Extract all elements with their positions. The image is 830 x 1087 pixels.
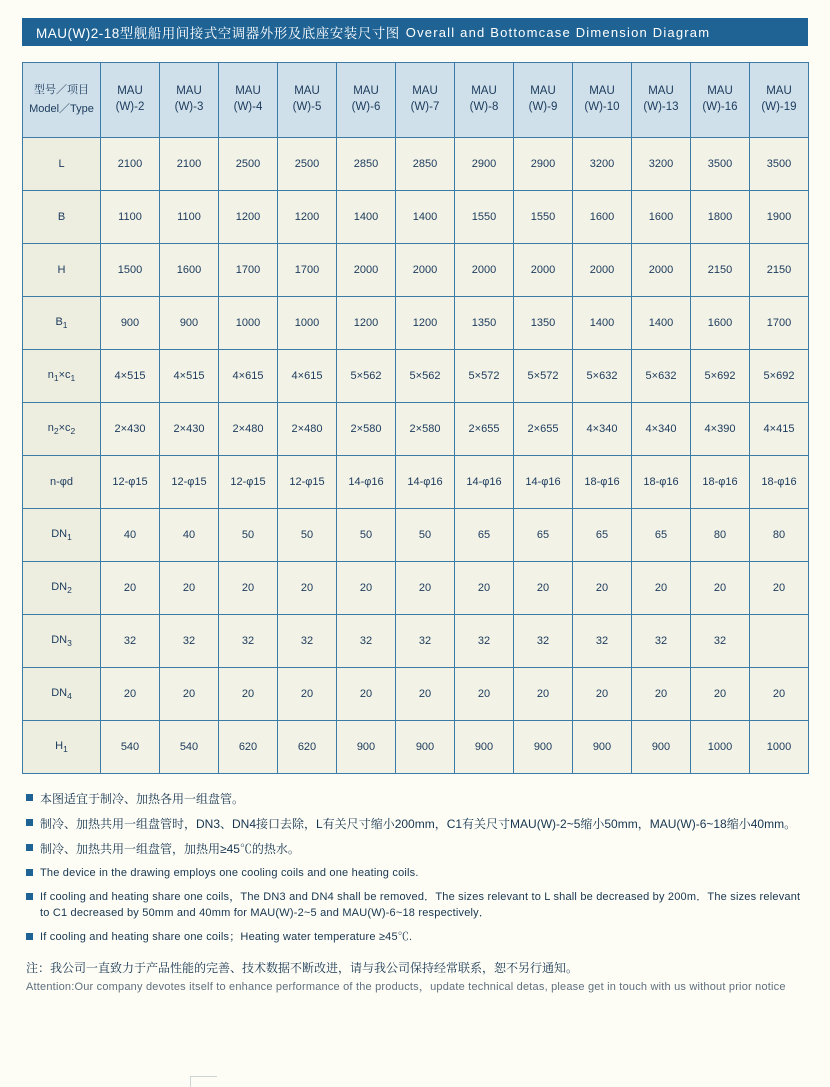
note-text: If cooling and heating share one coils，The DN3 and DN4 shall be removed．The sizes relevant to L shall be decreased by 200m．The sizes relevant to C1 decreased by 50mm and 40mm for MAU(W)-2~5 and MAU(W)-6~18 respectively． xyxy=(40,890,801,919)
square-bullet-icon xyxy=(26,794,33,801)
column-header xyxy=(396,63,455,138)
column-header xyxy=(691,63,750,138)
table-cell: 20 xyxy=(101,668,160,721)
table-cell: 20 xyxy=(101,562,160,615)
column-header-line1: MAU xyxy=(412,85,438,98)
table-row xyxy=(23,350,809,403)
table-cell: 2150 xyxy=(691,244,750,297)
page-title-cn: MAU(W)2-18型舰船用间接式空调器外形及底座安装尺寸图 xyxy=(36,26,400,41)
table-cell: 3500 xyxy=(750,138,809,191)
table-cell: 2×655 xyxy=(455,403,514,456)
row-label: $DN_3$ xyxy=(23,615,101,668)
notes-list xyxy=(22,790,808,945)
table-cell: 80 xyxy=(691,509,750,562)
table-cell: 12-φ15 xyxy=(160,456,219,509)
corner-label-en: Model／Type xyxy=(29,103,94,115)
table-cell: 65 xyxy=(632,509,691,562)
table-cell: 1600 xyxy=(691,297,750,350)
table-cell: 540 xyxy=(101,721,160,774)
table-cell: 5×632 xyxy=(573,350,632,403)
table-cell: 5×692 xyxy=(691,350,750,403)
table-cell: 40 xyxy=(160,509,219,562)
note-text: 制冷、加热共用一组盘管，加热用≥45℃的热水。 xyxy=(40,842,300,856)
row-label: $DN_4$ xyxy=(23,668,101,721)
column-header-line2: (W)-2 xyxy=(115,101,145,113)
table-cell: 2900 xyxy=(455,138,514,191)
table-cell: 1200 xyxy=(396,297,455,350)
table-cell: 32 xyxy=(573,615,632,668)
table-cell: 65 xyxy=(573,509,632,562)
table-cell: 2100 xyxy=(160,138,219,191)
column-header xyxy=(219,63,278,138)
table-cell: 1350 xyxy=(514,297,573,350)
table-cell: 2000 xyxy=(455,244,514,297)
table-cell: 65 xyxy=(455,509,514,562)
table-cell: 2500 xyxy=(278,138,337,191)
table-cell: 1400 xyxy=(632,297,691,350)
row-label: $n_2\times c_2$ xyxy=(23,403,101,456)
table-cell: 2×430 xyxy=(160,403,219,456)
table-cell: 14-φ16 xyxy=(455,456,514,509)
table-cell: 20 xyxy=(160,562,219,615)
row-label: B xyxy=(23,191,101,244)
column-header xyxy=(455,63,514,138)
table-cell: 18-φ16 xyxy=(632,456,691,509)
table-cell: 2×580 xyxy=(337,403,396,456)
note-item xyxy=(26,865,808,882)
table-cell: 2150 xyxy=(750,244,809,297)
column-header-line2: (W)-8 xyxy=(469,101,499,113)
table-cell: 4×340 xyxy=(573,403,632,456)
table-cell: 12-φ15 xyxy=(101,456,160,509)
table-cell: 20 xyxy=(514,668,573,721)
table-cell: 1500 xyxy=(101,244,160,297)
note-item xyxy=(26,929,808,946)
table-cell: 2×430 xyxy=(101,403,160,456)
table-cell: 2×480 xyxy=(278,403,337,456)
column-header-line1: MAU xyxy=(353,85,379,98)
table-cell: 20 xyxy=(573,668,632,721)
table-cell: 1200 xyxy=(278,191,337,244)
table-cell: 540 xyxy=(160,721,219,774)
column-header xyxy=(514,63,573,138)
table-row xyxy=(23,456,809,509)
page-title-bar xyxy=(22,18,808,46)
note-item xyxy=(26,840,808,858)
table-cell: 1100 xyxy=(160,191,219,244)
row-label: $DN_1$ xyxy=(23,509,101,562)
table-cell: 20 xyxy=(396,562,455,615)
table-row xyxy=(23,509,809,562)
column-header-line2: (W)-3 xyxy=(174,101,204,113)
square-bullet-icon xyxy=(26,869,33,876)
table-cell: 900 xyxy=(337,721,396,774)
column-header-line2: (W)-16 xyxy=(702,101,738,113)
note-text: If cooling and heating share one coils；Heating water temperature ≥45℃. xyxy=(40,930,413,943)
column-header-line2: (W)-10 xyxy=(584,101,620,113)
table-row xyxy=(23,615,809,668)
square-bullet-icon xyxy=(26,933,33,940)
table-cell: 20 xyxy=(632,668,691,721)
column-header-line2: (W)-7 xyxy=(410,101,440,113)
note-item xyxy=(26,889,808,922)
table-row xyxy=(23,297,809,350)
row-label: $DN_2$ xyxy=(23,562,101,615)
table-cell: 14-φ16 xyxy=(337,456,396,509)
row-label: $H_1$ xyxy=(23,721,101,774)
table-cell: 20 xyxy=(455,562,514,615)
column-header-line1: MAU xyxy=(766,85,792,98)
table-cell: 4×390 xyxy=(691,403,750,456)
table-cell: 32 xyxy=(396,615,455,668)
table-row xyxy=(23,403,809,456)
column-header xyxy=(750,63,809,138)
square-bullet-icon xyxy=(26,819,33,826)
table-cell: 5×572 xyxy=(514,350,573,403)
page-title-en: Overall and Bottomcase Dimension Diagram xyxy=(405,24,711,40)
column-header xyxy=(337,63,396,138)
table-cell: 4×515 xyxy=(160,350,219,403)
table-cell: 1600 xyxy=(160,244,219,297)
column-header-line2: (W)-6 xyxy=(351,101,381,113)
table-row xyxy=(23,721,809,774)
table-cell: 1000 xyxy=(691,721,750,774)
column-header xyxy=(632,63,691,138)
table-cell: 50 xyxy=(278,509,337,562)
table-cell: 2900 xyxy=(514,138,573,191)
table-cell: 1600 xyxy=(632,191,691,244)
table-cell: 20 xyxy=(514,562,573,615)
table-cell: 1200 xyxy=(219,191,278,244)
table-cell: 1350 xyxy=(455,297,514,350)
table-cell: 20 xyxy=(337,668,396,721)
table-cell: 20 xyxy=(573,562,632,615)
table-cell: 900 xyxy=(101,297,160,350)
table-cell: 32 xyxy=(278,615,337,668)
column-header-line1: MAU xyxy=(530,85,556,98)
note-text: 制冷、加热共用一组盘管时，DN3、DN4接口去除，L有关尺寸缩小200mm，C1有关尺寸MAU(W)-2~5缩小50mm，MAU(W)-6~18缩小40mm。 xyxy=(40,817,797,831)
column-header-line1: MAU xyxy=(707,85,733,98)
table-cell: 1400 xyxy=(573,297,632,350)
column-header-line1: MAU xyxy=(589,85,615,98)
table-cell: 2850 xyxy=(337,138,396,191)
table-cell: 1200 xyxy=(337,297,396,350)
footer-note xyxy=(22,959,808,994)
square-bullet-icon xyxy=(26,893,33,900)
table-cell: 900 xyxy=(160,297,219,350)
column-header xyxy=(101,63,160,138)
table-cell: 20 xyxy=(632,562,691,615)
table-cell: 20 xyxy=(337,562,396,615)
table-cell: 20 xyxy=(219,668,278,721)
table-cell: 1400 xyxy=(337,191,396,244)
column-header-line2: (W)-5 xyxy=(292,101,322,113)
table-cell: 5×632 xyxy=(632,350,691,403)
dimension-table xyxy=(22,62,809,774)
table-cell: 1600 xyxy=(573,191,632,244)
table-cell: 32 xyxy=(455,615,514,668)
table-cell: 1700 xyxy=(278,244,337,297)
table-cell: 5×572 xyxy=(455,350,514,403)
table-cell: 900 xyxy=(632,721,691,774)
note-item xyxy=(26,815,808,833)
table-row xyxy=(23,191,809,244)
table-corner-cell xyxy=(23,63,101,138)
table-cell: 20 xyxy=(691,562,750,615)
table-cell: 1100 xyxy=(101,191,160,244)
table-cell: 20 xyxy=(750,668,809,721)
table-cell: 2000 xyxy=(573,244,632,297)
row-label: $B_1$ xyxy=(23,297,101,350)
table-cell: 18-φ16 xyxy=(573,456,632,509)
table-cell: 5×562 xyxy=(396,350,455,403)
table-cell: 900 xyxy=(396,721,455,774)
table-cell: 18-φ16 xyxy=(750,456,809,509)
column-header-line1: MAU xyxy=(471,85,497,98)
table-cell: 20 xyxy=(455,668,514,721)
table-cell: 2000 xyxy=(514,244,573,297)
table-cell: 32 xyxy=(514,615,573,668)
table-cell: 2000 xyxy=(632,244,691,297)
column-header-line1: MAU xyxy=(294,85,320,98)
table-cell: 5×692 xyxy=(750,350,809,403)
table-cell: 14-φ16 xyxy=(514,456,573,509)
table-row xyxy=(23,668,809,721)
table-cell: 1000 xyxy=(750,721,809,774)
table-cell: 1550 xyxy=(455,191,514,244)
row-label: L xyxy=(23,138,101,191)
column-header-line2: (W)-9 xyxy=(528,101,558,113)
table-row xyxy=(23,138,809,191)
column-header-line2: (W)-4 xyxy=(233,101,263,113)
column-header-line1: MAU xyxy=(117,85,143,98)
table-cell: 900 xyxy=(573,721,632,774)
table-cell: 1000 xyxy=(278,297,337,350)
table-cell: 2000 xyxy=(337,244,396,297)
table-cell: 620 xyxy=(219,721,278,774)
corner-label-cn: 型号／项目 xyxy=(34,84,89,97)
table-cell: 4×615 xyxy=(219,350,278,403)
table-cell: 32 xyxy=(337,615,396,668)
table-cell: 50 xyxy=(337,509,396,562)
column-header-line1: MAU xyxy=(235,85,261,98)
table-cell: 32 xyxy=(101,615,160,668)
table-cell: 12-φ15 xyxy=(219,456,278,509)
table-cell: 20 xyxy=(219,562,278,615)
table-cell: 18-φ16 xyxy=(691,456,750,509)
table-cell: 620 xyxy=(278,721,337,774)
table-cell: 20 xyxy=(278,668,337,721)
column-header-line1: MAU xyxy=(648,85,674,98)
table-cell: 80 xyxy=(750,509,809,562)
note-text: The device in the drawing employs one cooling coils and one heating coils. xyxy=(40,867,419,879)
column-header xyxy=(278,63,337,138)
table-cell: 2×480 xyxy=(219,403,278,456)
table-row xyxy=(23,244,809,297)
table-cell: 5×562 xyxy=(337,350,396,403)
table-header-row xyxy=(23,63,809,138)
table-header xyxy=(23,63,809,138)
table-cell: 4×340 xyxy=(632,403,691,456)
table-cell: 20 xyxy=(278,562,337,615)
note-item xyxy=(26,790,808,808)
table-cell: 1000 xyxy=(219,297,278,350)
table-cell: 3500 xyxy=(691,138,750,191)
table-cell: 900 xyxy=(514,721,573,774)
table-cell: 32 xyxy=(160,615,219,668)
table-cell: 32 xyxy=(219,615,278,668)
note-text: 本图适宜于制冷、加热各用一组盘管。 xyxy=(40,792,245,806)
column-header-line2: (W)-19 xyxy=(761,101,797,113)
table-cell: 2000 xyxy=(396,244,455,297)
table-cell: 32 xyxy=(691,615,750,668)
row-label: n-φd xyxy=(23,456,101,509)
table-cell: 1800 xyxy=(691,191,750,244)
table-cell: 4×615 xyxy=(278,350,337,403)
table-cell: 20 xyxy=(750,562,809,615)
table-cell: 4×515 xyxy=(101,350,160,403)
table-cell: 14-φ16 xyxy=(396,456,455,509)
table-cell: 12-φ15 xyxy=(278,456,337,509)
table-cell: 3200 xyxy=(632,138,691,191)
footer-note-cn: 注：我公司一直致力于产品性能的完善、技术数据不断改进，请与我公司保持经常联系，恕不另行通知。 xyxy=(26,961,579,975)
column-header-line2: (W)-13 xyxy=(643,101,679,113)
footer-note-en: Attention:Our company devotes itself to enhance performance of the products，update technical detas, please get in touch with us without prior notice xyxy=(26,981,786,993)
table-cell: 1700 xyxy=(219,244,278,297)
table-cell: 2100 xyxy=(101,138,160,191)
table-cell: 1700 xyxy=(750,297,809,350)
table-body xyxy=(23,138,809,774)
column-header-line1: MAU xyxy=(176,85,202,98)
table-cell: 40 xyxy=(101,509,160,562)
table-cell: 1400 xyxy=(396,191,455,244)
table-cell: 1550 xyxy=(514,191,573,244)
table-cell: 2×580 xyxy=(396,403,455,456)
table-cell: 32 xyxy=(632,615,691,668)
column-header xyxy=(573,63,632,138)
row-label: $n_1\times c_1$ xyxy=(23,350,101,403)
row-label: H xyxy=(23,244,101,297)
table-cell: 20 xyxy=(160,668,219,721)
table-cell: 1900 xyxy=(750,191,809,244)
table-cell: 3200 xyxy=(573,138,632,191)
table-cell: 2500 xyxy=(219,138,278,191)
table-cell: 20 xyxy=(396,668,455,721)
table-cell: 50 xyxy=(219,509,278,562)
table-cell: 2850 xyxy=(396,138,455,191)
column-header xyxy=(160,63,219,138)
table-cell: 4×415 xyxy=(750,403,809,456)
table-cell: 900 xyxy=(455,721,514,774)
table-cell xyxy=(750,615,809,668)
table-row xyxy=(23,562,809,615)
table-cell: 2×655 xyxy=(514,403,573,456)
table-cell: 65 xyxy=(514,509,573,562)
crop-mark xyxy=(190,1076,217,1087)
table-cell: 20 xyxy=(691,668,750,721)
table-cell: 50 xyxy=(396,509,455,562)
square-bullet-icon xyxy=(26,844,33,851)
